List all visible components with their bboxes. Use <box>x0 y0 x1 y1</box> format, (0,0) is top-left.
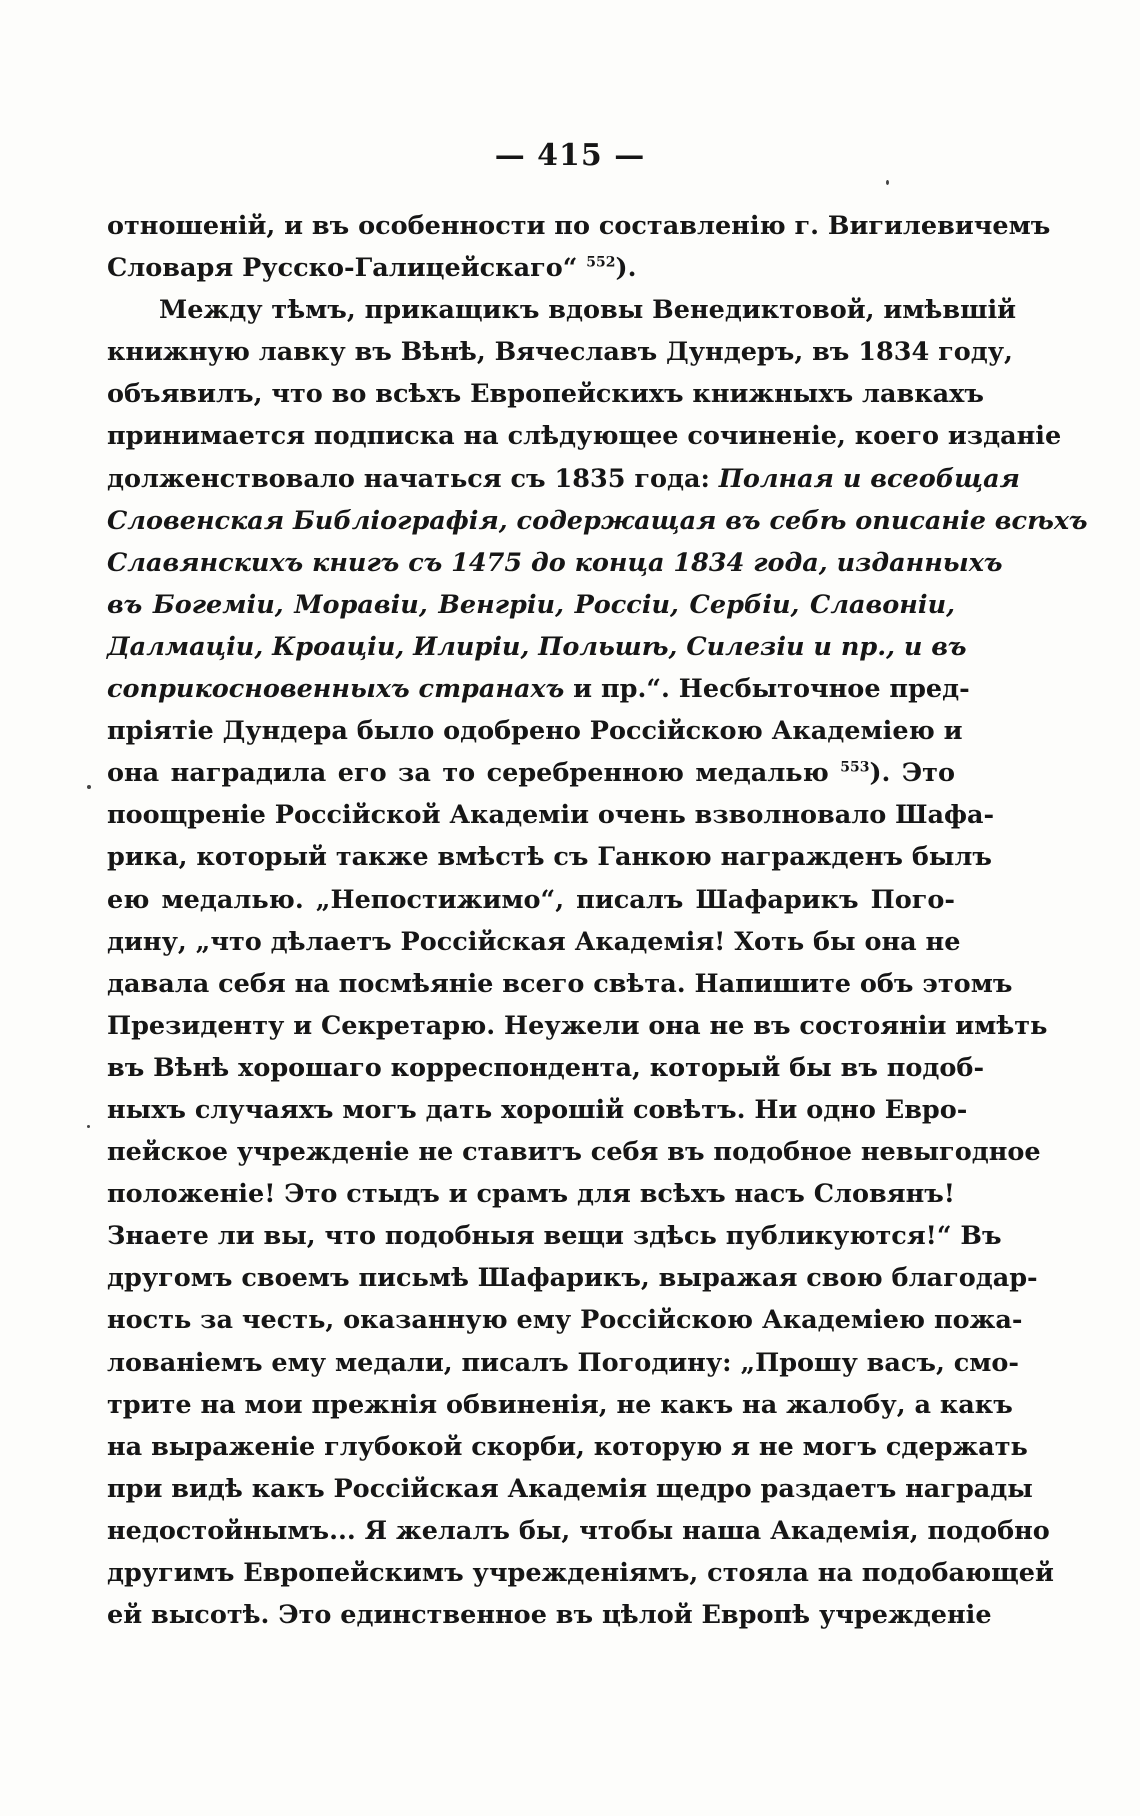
text-line: при видѣ какъ Россійская Академія щедро раздаетъ награды <box>107 1473 1033 1504</box>
text-line: другомъ своемъ письмѣ Шафарикъ, выражая свою благодар- <box>107 1263 1038 1294</box>
text-line: ей высотѣ. Это единственное въ цѣлой Европѣ учрежденіе <box>107 1600 992 1631</box>
text-span: Словаря Русско-Галицейскаго“ <box>107 253 578 284</box>
book-title-italic: Полная и всеобщая <box>718 463 1020 494</box>
text-line <box>107 247 955 289</box>
text-line: положеніе! Это стыдъ и срамъ для всѣхъ насъ Словянъ! <box>107 1179 955 1210</box>
page-number: — 415 — <box>494 138 646 173</box>
text-span: ). Это <box>869 758 955 789</box>
text-line: поощреніе Россійской Академіи очень взволновало Шафа- <box>107 800 995 831</box>
body-text <box>107 205 1088 1636</box>
text-line: въ Вѣнѣ хорошаго корреспондента, который бы въ подоб- <box>107 1052 985 1083</box>
text-line: рика, который также вмѣстѣ съ Ганкою награжденъ былъ <box>107 842 992 873</box>
text-line <box>107 752 955 794</box>
text-line <box>107 458 1020 500</box>
text-span: она наградила его за то серебренною медалью <box>107 758 829 789</box>
book-title-line: Далмаціи, Кроаціи, Илиріи, Польшѣ, Силезіи и пр., и въ <box>107 631 967 662</box>
scan-speck <box>87 785 91 789</box>
text-span: ). <box>615 253 637 284</box>
text-line: лованіемъ ему медали, писалъ Погодину: „Прошу васъ, смо- <box>107 1347 1020 1378</box>
book-title-line: Словенская Библіографія, содержащая въ себѣ описаніе всѣхъ <box>107 505 1088 536</box>
scan-speck <box>886 180 889 185</box>
text-line: давала себя на посмѣяніе всего свѣта. Напишите объ этомъ <box>107 968 1013 999</box>
text-line: дину, „что дѣлаетъ Россійская Академія! Хоть бы она не <box>107 926 961 957</box>
text-line: на выраженіе глубокой скорби, которую я не могъ сдержать <box>107 1431 1028 1462</box>
paragraph-start-line: Между тѣмъ, прикащикъ вдовы Венедиктовой, имѣвшій <box>159 295 1017 326</box>
text-line: ность за честь, оказанную ему Россійскою Академіею пожа- <box>107 1305 1023 1336</box>
text-line: недостойнымъ... Я желалъ бы, чтобы наша Академія, подобно <box>107 1515 1050 1546</box>
text-line: пріятіе Дундера было одобрено Россійскою Академіею и <box>107 716 963 747</box>
scan-speck <box>87 1125 90 1128</box>
text-line: принимается подписка на слѣдующее сочиненіе, коего изданіе <box>107 421 1062 452</box>
text-line: объявилъ, что во всѣхъ Европейскихъ книжныхъ лавкахъ <box>107 379 984 410</box>
text-line: Знаете ли вы, что подобныя вещи здѣсь публикуются!“ Въ <box>107 1221 1002 1252</box>
book-title-line: Славянскихъ книгъ съ 1475 до конца 1834 года, изданныхъ <box>107 547 1003 578</box>
text-line: ныхъ случаяхъ могъ дать хорошій совѣтъ. Ни одно Евро- <box>107 1094 968 1125</box>
book-title-italic: соприкосновенныхъ странахъ <box>107 674 565 705</box>
footnote-ref-553: 553 <box>840 759 870 776</box>
text-line: трите на мои прежнія обвиненія, не какъ на жалобу, а какъ <box>107 1389 1013 1420</box>
text-span: и пр.“. Несбыточное пред- <box>573 674 970 705</box>
text-line: отношеній, и въ особенности по составленію г. Вигилевичемъ <box>107 211 1051 241</box>
text-span: долженствовало начаться съ 1835 года: <box>107 463 710 494</box>
text-line: книжную лавку въ Вѣнѣ, Вячеславъ Дундеръ, въ 1834 году, <box>107 337 1013 368</box>
book-title-line: въ Богеміи, Моравіи, Венгріи, Россіи, Сербіи, Славоніи, <box>107 589 955 620</box>
text-line: пейское учрежденіе не ставитъ себя въ подобное невыгодное <box>107 1137 1041 1168</box>
text-line: Президенту и Секретарю. Неужели она не въ состояніи имѣть <box>107 1010 1048 1041</box>
text-line: другимъ Европейскимъ учрежденіямъ, стояла на подобающей <box>107 1558 1054 1588</box>
footnote-ref-552: 552 <box>586 254 616 271</box>
text-line <box>107 668 970 710</box>
text-line: ею медалью. „Непостижимо“, писалъ Шафарикъ Пого- <box>107 884 955 915</box>
